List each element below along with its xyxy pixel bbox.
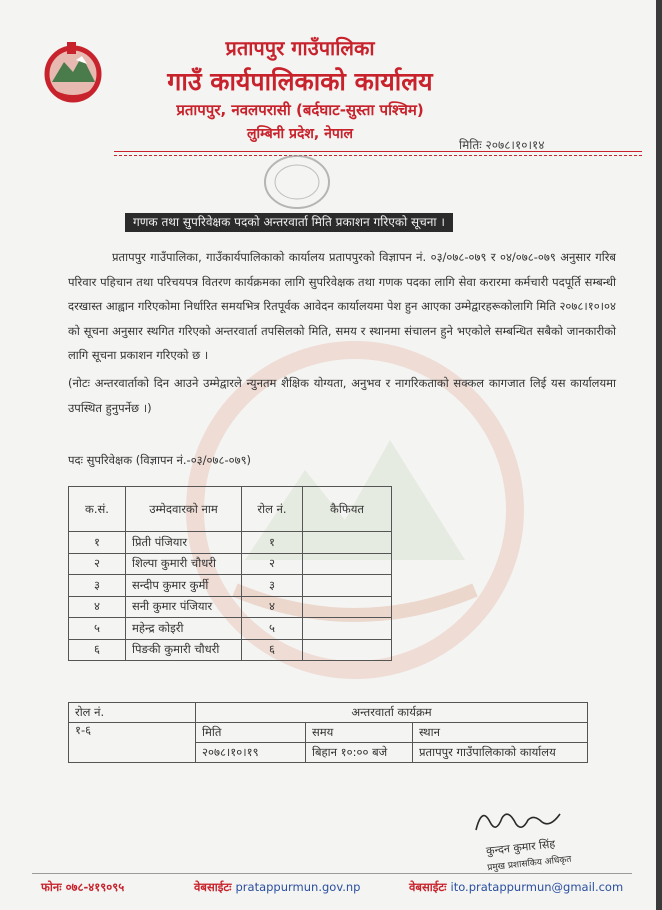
post-label: पदः सुपरिवेक्षक (विज्ञापन नं.-०३/०७८-०७९) <box>68 453 252 467</box>
roll-cell: ६ <box>242 639 303 661</box>
candidate-name-cell: महेन्द्र कोइरी <box>126 618 242 640</box>
remarks-cell <box>303 553 392 575</box>
remarks-cell <box>303 596 392 618</box>
interview-schedule-table <box>68 702 588 763</box>
roll-cell: २ <box>242 553 303 575</box>
interview-time-cell: बिहान १०:०० बजे <box>306 743 413 763</box>
notice-body: प्रतापपुर गाउँपालिका, गाउँकार्यपालिकाको कार्यालय प्रतापपुरको विज्ञापन नं. ०३/०७८-०७९ र ०४/०७८-०७९ अनुसार गरिब परिवार पहिचान तथा परिचयपत्र वितरण कार्यक्रमका लागि सुपरिवेक्षक तथा गणक पदका लागि सेवा करारमा कर्मचारी पदपूर्ति सम्बन्धी दरखास्त आह्वान गरिएकोमा निर्धारित समयभित्र रितपूर्वक आवेदन कार्यालयमा पेश हुन आएका उम्मेद्वारहरूकोलागि मिति २०७८।१०।०४ को सूचना अनुसार स्थगित गरिएको अन्तरवार्ता तपसिलको मिति, समय र स्थानमा संचालन हुने भएकोले सम्बन्धित सबैको जानकारीको लागि सूचना प्रकाशन गरिएको छ । <box>68 250 616 362</box>
notice-title: गणक तथा सुपरिवेक्षक पदको अन्तरवार्ता मिति प्रकाशन गरिएको सूचना । <box>125 213 453 232</box>
serial-cell: ४ <box>69 596 126 618</box>
header-divider <box>114 151 642 152</box>
column-header: रोल नं. <box>242 487 303 532</box>
candidate-name-cell: शिल्पा कुमारी चौधरी <box>126 553 242 575</box>
footer-email <box>409 880 623 895</box>
time-header: समय <box>306 723 413 743</box>
footer-website <box>194 880 360 895</box>
remarks-cell <box>303 639 392 661</box>
province-name: लुम्बिनी प्रदेश, नेपाल <box>247 126 353 142</box>
signatory-title: प्रमुख प्रशासकिय अधिकृत <box>486 854 572 874</box>
table-row <box>69 596 392 618</box>
website-link[interactable]: pratappurmun.gov.np <box>235 880 361 894</box>
roll-cell: ५ <box>242 618 303 640</box>
office-address: प्रतापपुर, नवलपरासी (बर्दघाट-सुस्ता पश्चिम) <box>176 101 424 119</box>
roll-header: रोल नं. <box>69 703 196 723</box>
candidate-name-cell: पिङकी कुमारी चौधरी <box>126 639 242 661</box>
municipality-name: प्रतापपुर गाउँपालिका <box>225 36 375 60</box>
serial-cell: ६ <box>69 639 126 661</box>
notice-note: (नोटः अन्तरवार्ताको दिन आउने उम्मेद्वारले न्युनतम शैक्षिक योग्यता, अनुभव र नागरिकताको सक्कल कागजात लिई यस कार्यालयमा उपस्थित हुनुपर्नेछ ।) <box>68 376 616 415</box>
table-row <box>69 639 392 661</box>
phone-label: फोनः <box>41 880 62 894</box>
serial-cell: २ <box>69 553 126 575</box>
email-label: वेबसाईटः <box>409 880 447 894</box>
serial-cell: ३ <box>69 575 126 597</box>
table-header-row <box>69 703 588 723</box>
column-header: उम्मेदवारको नाम <box>126 487 242 532</box>
column-header: कैफियत <box>303 487 392 532</box>
table-row <box>69 532 392 554</box>
candidates-table <box>68 486 392 661</box>
table-row <box>69 575 392 597</box>
table-header-row <box>69 487 392 532</box>
roll-range-cell: १-६ <box>69 723 196 763</box>
signatory-name: कुन्दन कुमार सिंह <box>485 837 556 858</box>
interview-date-cell: २०७८।१०।१९ <box>196 743 306 763</box>
table-row <box>69 618 392 640</box>
serial-cell: १ <box>69 532 126 554</box>
remarks-cell <box>303 618 392 640</box>
remarks-cell <box>303 575 392 597</box>
office-stamp-icon <box>247 150 347 220</box>
program-header: अन्तरवार्ता कार्यक्रम <box>196 703 588 723</box>
date-header: मिति <box>196 723 306 743</box>
scan-edge <box>656 0 662 910</box>
table-row <box>69 553 392 575</box>
roll-cell: १ <box>242 532 303 554</box>
website-label: वेबसाईटः <box>194 880 232 894</box>
remarks-cell <box>303 532 392 554</box>
phone-number: ०७८-४१९०९५ <box>65 880 125 894</box>
signature-icon <box>470 800 570 840</box>
footer-phone <box>41 880 124 895</box>
table-row <box>69 723 588 743</box>
interview-place-cell: प्रतापपुर गाउँपालिकाको कार्यालय <box>413 743 588 763</box>
column-header: क.सं. <box>69 487 126 532</box>
issue-date: मितिः २०७८।१०।१४ <box>459 138 545 152</box>
place-header: स्थान <box>413 723 588 743</box>
footer-divider <box>32 873 632 874</box>
candidate-name-cell: सन्दीप कुमार कुर्मी <box>126 575 242 597</box>
candidate-name-cell: सनी कुमार पंजियार <box>126 596 242 618</box>
roll-cell: ३ <box>242 575 303 597</box>
office-name: गाउँ कार्यपालिकाको कार्यालय <box>167 67 433 96</box>
candidate-name-cell: प्रिती पंजियार <box>126 532 242 554</box>
email-link[interactable]: ito.pratappurmun@gmail.com <box>450 880 624 894</box>
serial-cell: ५ <box>69 618 126 640</box>
header-divider-dashed <box>114 155 642 156</box>
roll-cell: ४ <box>242 596 303 618</box>
